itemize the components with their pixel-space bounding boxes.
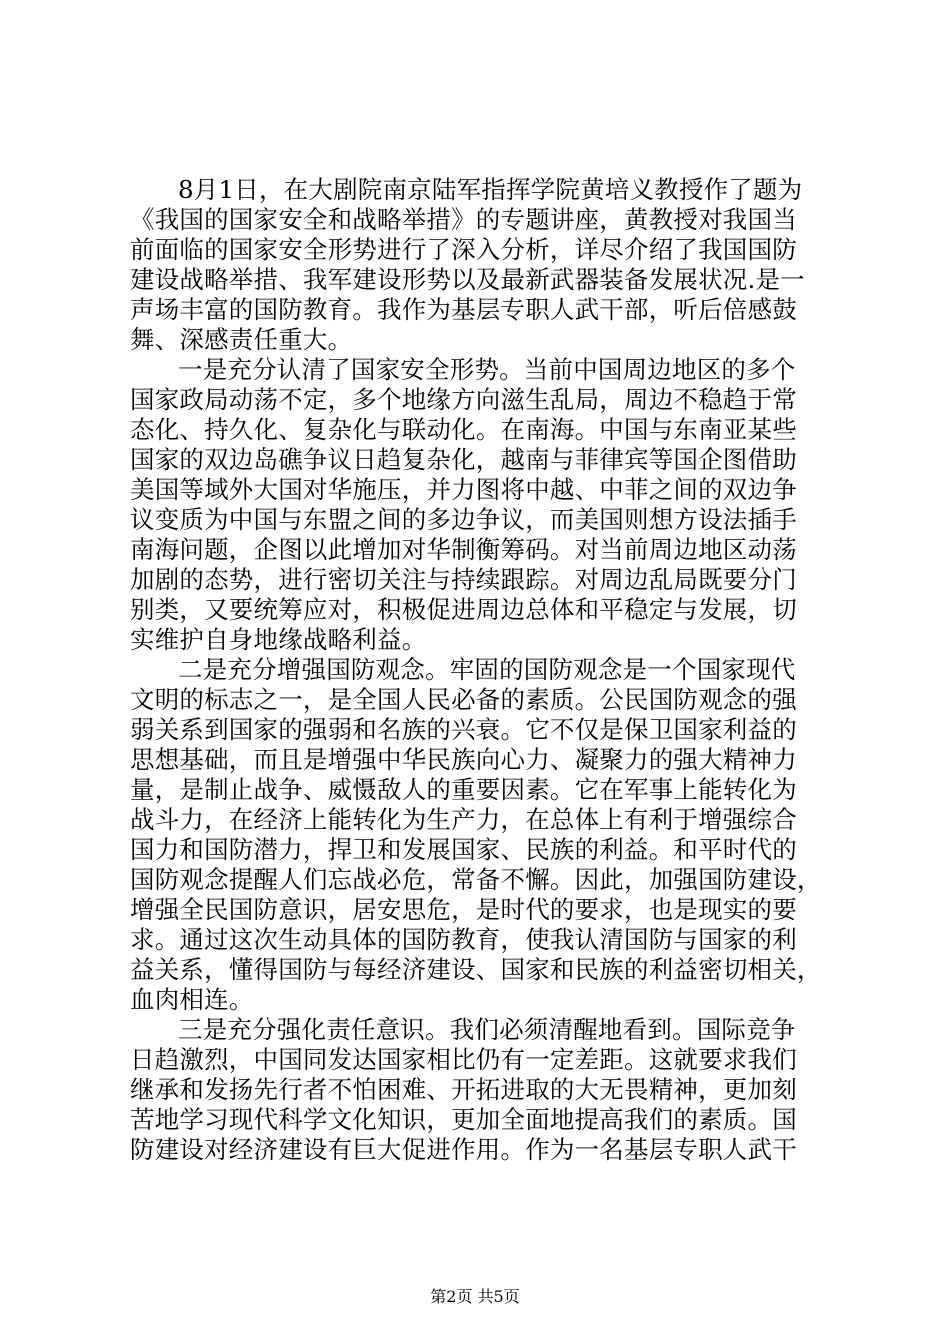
document-body (130, 175, 830, 1165)
page-footer (0, 1287, 950, 1307)
text-line: 实维护自身地缘战略利益。 (130, 625, 427, 654)
text-line: 国家的双边岛礁争议日趋复杂化，越南与菲律宾等国企图借助 (130, 445, 797, 474)
text-line: 一是充分认清了国家安全形势。当前中国周边地区的多个 (178, 355, 796, 384)
text-line: 舞、深感责任重大。 (130, 325, 353, 354)
text-line: 国力和国防潜力，捍卫和发展国家、民族的利益。和平时代的 (130, 835, 797, 864)
text-line: 别类，又要统筹应对，积极促进周边总体和平稳定与发展，切 (130, 595, 797, 624)
text-line: 文明的标志之一，是全国人民必备的素质。公民国防观念的强 (130, 685, 797, 714)
text-line: 8月1日，在大剧院南京陆军指挥学院黄培义教授作了题为 (178, 175, 803, 204)
text-line: 苦地学习现代科学文化知识，更加全面地提高我们的素质。国 (130, 1105, 797, 1134)
text-line: 南海问题，企图以此增加对华制衡筹码。对当前周边地区动荡 (130, 535, 797, 564)
text-line: 国家政局动荡不定，多个地缘方向滋生乱局，周边不稳趋于常 (130, 385, 797, 414)
text-line: 益关系，懂得国防与每经济建设、国家和民族的利益密切相关， (130, 955, 822, 984)
page-number-label: 第2页 共5页 (430, 1287, 520, 1306)
text-line: 战斗力，在经济上能转化为生产力，在总体上有利于增强综合 (130, 805, 797, 834)
text-line: 声场丰富的国防教育。我作为基层专职人武干部，听后倍感鼓 (130, 295, 797, 324)
text-line: 议变质为中国与东盟之间的多边争议，而美国则想方设法插手 (130, 505, 797, 534)
text-line: 血肉相连。 (130, 985, 254, 1014)
text-line: 增强全民国防意识，居安思危，是时代的要求，也是现实的要 (130, 895, 797, 924)
text-line: 美国等域外大国对华施压，并力图将中越、中菲之间的双边争 (130, 475, 797, 504)
text-line: 国防观念提醒人们忘战必危，常备不懈。因此，加强国防建设， (130, 865, 822, 894)
text-line: 弱关系到国家的强弱和名族的兴衰。它不仅是保卫国家利益的 (130, 715, 797, 744)
text-line: 三是充分强化责任意识。我们必须清醒地看到。国际竞争 (178, 1015, 796, 1044)
text-line: 继承和发扬先行者不怕困难、开拓进取的大无畏精神，更加刻 (130, 1075, 797, 1104)
text-line: 量，是制止战争、威慑敌人的重要因素。它在军事上能转化为 (130, 775, 797, 804)
text-line: 思想基础，而且是增强中华民族向心力、凝聚力的强大精神力 (130, 745, 797, 774)
text-line: 求。通过这次生动具体的国防教育，使我认清国防与国家的利 (130, 925, 797, 954)
text-line: 态化、持久化、复杂化与联动化。在南海。中国与东南亚某些 (130, 415, 797, 444)
text-line: 建设战略举措、我军建设形势以及最新武器装备发展状况.是一 (130, 265, 805, 294)
text-line: 前面临的国家安全形势进行了深入分析，详尽介绍了我国国防 (130, 235, 797, 264)
text-line: 《我国的国家安全和战略举措》的专题讲座，黄教授对我国当 (130, 205, 797, 234)
text-line: 防建设对经济建设有巨大促进作用。作为一名基层专职人武干 (130, 1135, 797, 1164)
text-line: 加剧的态势，进行密切关注与持续跟踪。对周边乱局既要分门 (130, 565, 797, 594)
text-line: 日趋激烈，中国同发达国家相比仍有一定差距。这就要求我们 (130, 1045, 797, 1074)
text-line: 二是充分增强国防观念。牢固的国防观念是一个国家现代 (178, 655, 796, 684)
